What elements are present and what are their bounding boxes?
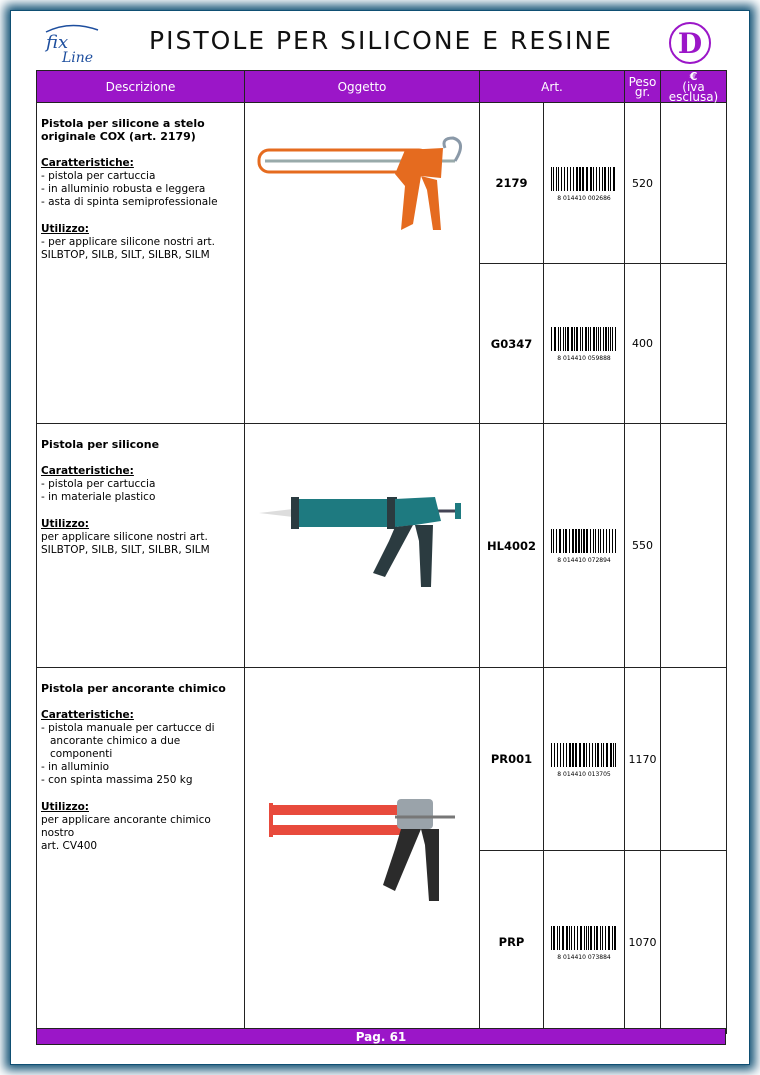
- page-title: PISTOLE PER SILICONE E RESINE: [149, 26, 613, 55]
- barcode-icon: [549, 527, 619, 555]
- product-description: Pistola per silicone a stelo originale COX (art. 2179) Caratteristiche: - pistola per cartuccia - in alluminio robusta e leggera - asta di spinta semiprofessionale Utilizzo: - per applicare silicone nostri art. SILBTOP, SILB, SILT, SILBR, SILM: [37, 103, 245, 424]
- weight: 1170: [625, 668, 661, 851]
- price: [661, 103, 727, 264]
- table-row: [37, 103, 727, 264]
- fixline-logo-icon: [40, 22, 104, 64]
- product-image-cell: [245, 424, 480, 668]
- barcode-icon: [549, 165, 619, 193]
- art-code: 2179: [480, 103, 544, 264]
- table-row: [37, 424, 727, 668]
- col-header-price: € (iva esclusa): [661, 71, 727, 103]
- col-header-weight: Peso gr.: [625, 71, 661, 103]
- price: [661, 668, 727, 851]
- red-anchor-gun-icon: [245, 791, 478, 911]
- barcode: 8 014410 073884: [544, 851, 625, 1034]
- orange-caulking-gun-icon: [245, 134, 478, 274]
- logo-text-fix: fix: [46, 32, 69, 53]
- weight: 400: [625, 264, 661, 424]
- page-header: [36, 16, 726, 70]
- green-caulking-gun-icon: [245, 491, 478, 601]
- weight: 1070: [625, 851, 661, 1034]
- svg-text:D: D: [677, 27, 703, 60]
- col-header-object: Oggetto: [245, 71, 480, 103]
- weight: 520: [625, 103, 661, 264]
- product-description: Pistola per silicone Caratteristiche: - pistola per cartuccia - in materiale plastico Utilizzo: per applicare silicone nostri art. SILBTOP, SILB, SILT, SILBR, SILM: [37, 424, 245, 668]
- table-header-row: [37, 71, 727, 103]
- product-table: [36, 70, 727, 1034]
- barcode-icon: [549, 325, 619, 353]
- barcode-icon: [549, 924, 619, 952]
- weight: 550: [625, 424, 661, 668]
- table-row: [37, 668, 727, 851]
- product-description: Pistola per ancorante chimico Caratteristiche: - pistola manuale per cartucce di ancorante chimico a due componenti - in alluminio - con spinta massima 250 kg Utilizzo: per applicare ancorante chimico nostro art. CV400: [37, 668, 245, 1034]
- art-code: HL4002: [480, 424, 544, 668]
- col-header-art: Art.: [480, 71, 625, 103]
- barcode: 8 014410 013705: [544, 668, 625, 851]
- catalog-page: [36, 16, 726, 1045]
- category-badge-icon: [668, 21, 712, 65]
- art-code: PRP: [480, 851, 544, 1034]
- product-image-cell: [245, 668, 480, 1034]
- art-code: G0347: [480, 264, 544, 424]
- barcode: 8 014410 059888: [544, 264, 625, 424]
- art-code: PR001: [480, 668, 544, 851]
- product-image-cell: [245, 103, 480, 424]
- price: [661, 851, 727, 1034]
- barcode-icon: [549, 741, 619, 769]
- col-header-desc: Descrizione: [37, 71, 245, 103]
- page-number: Pag. 61: [36, 1028, 726, 1045]
- barcode: 8 014410 072894: [544, 424, 625, 668]
- price: [661, 264, 727, 424]
- price: [661, 424, 727, 668]
- logo-text-line: Line: [62, 50, 94, 64]
- barcode: 8 014410 002686: [544, 103, 625, 264]
